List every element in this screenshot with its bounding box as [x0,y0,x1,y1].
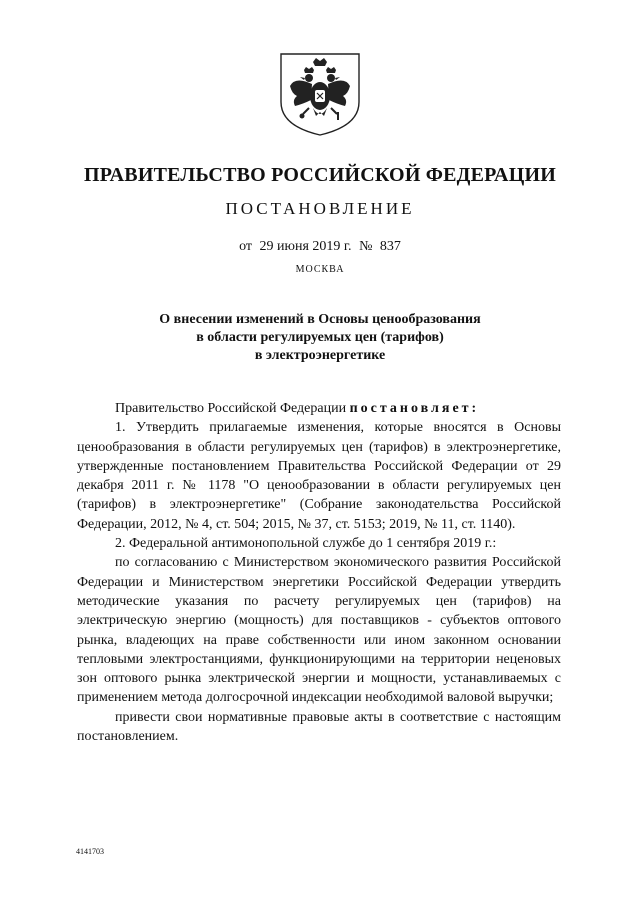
date-number-line [0,239,640,255]
date-prefix: от [239,239,253,254]
preamble-paragraph [77,399,561,418]
coat-of-arms-emblem [275,50,365,138]
government-name: ПРАВИТЕЛЬСТВО РОССИЙСКОЙ ФЕДЕРАЦИИ [84,164,556,186]
number-sign: № [359,239,373,254]
preamble-verb: постановляет: [349,401,480,416]
heading-line: в области регулируемых цен (тарифов) [196,330,444,345]
city-name: МОСКВА [295,264,345,275]
paragraph-1: 1. Утвердить прилагаемые изменения, которые вносятся в Основы ценообразования в области регулируемых цен (тарифов) в электроэнергетике, утвержденные постановлением Правительства Российской Федерации от 29 декабря 2011 г. № 1178 "О ценообразовании в области регулируемых цен (тарифов) в электроэнергетике" (Собрание законодательства Российской Федерации, 2012, № 4, ст. 504; 2015, № 37, ст. 5153; 2019, № 11, ст. 1140). [77,420,561,532]
paragraph-4: привести свои нормативные правовые акты в соответствие с настоящим постановлением. [77,709,561,745]
document-body [77,399,561,746]
heading-line: О внесении изменений в Основы ценообразования [159,312,481,327]
document-number: 837 [379,239,401,254]
document-type: ПОСТАНОВЛЕНИЕ [225,199,415,218]
paragraph-2: 2. Федеральной антимонопольной службе до 1 сентября 2019 г.: [115,536,497,552]
paragraph-3: по согласованию с Министерством экономического развития Российской Федерации и Министерством энергетики Российской Федерации утвердить методические указания по расчету регулируемых цен (тарифов) на электрическую энергию (мощность) для поставщиков - субъектов оптового рынка, владеющих на праве собственности или ином законном основании тепловыми электростанциями, функционирующими на территории неценовых зон оптового рынка электрической энергии и мощности, устанавливаемых с применением метода долгосрочной индексации необходимой валовой выручки; [77,555,561,706]
document-heading [80,311,560,365]
preamble-text: Правительство Российской Федерации [115,401,347,416]
heading-line: в электроэнергетике [254,348,386,363]
document-date: 29 июня 2019 г. [259,239,352,254]
document-code: 4141703 [76,847,104,856]
double-headed-eagle-icon [275,50,365,138]
